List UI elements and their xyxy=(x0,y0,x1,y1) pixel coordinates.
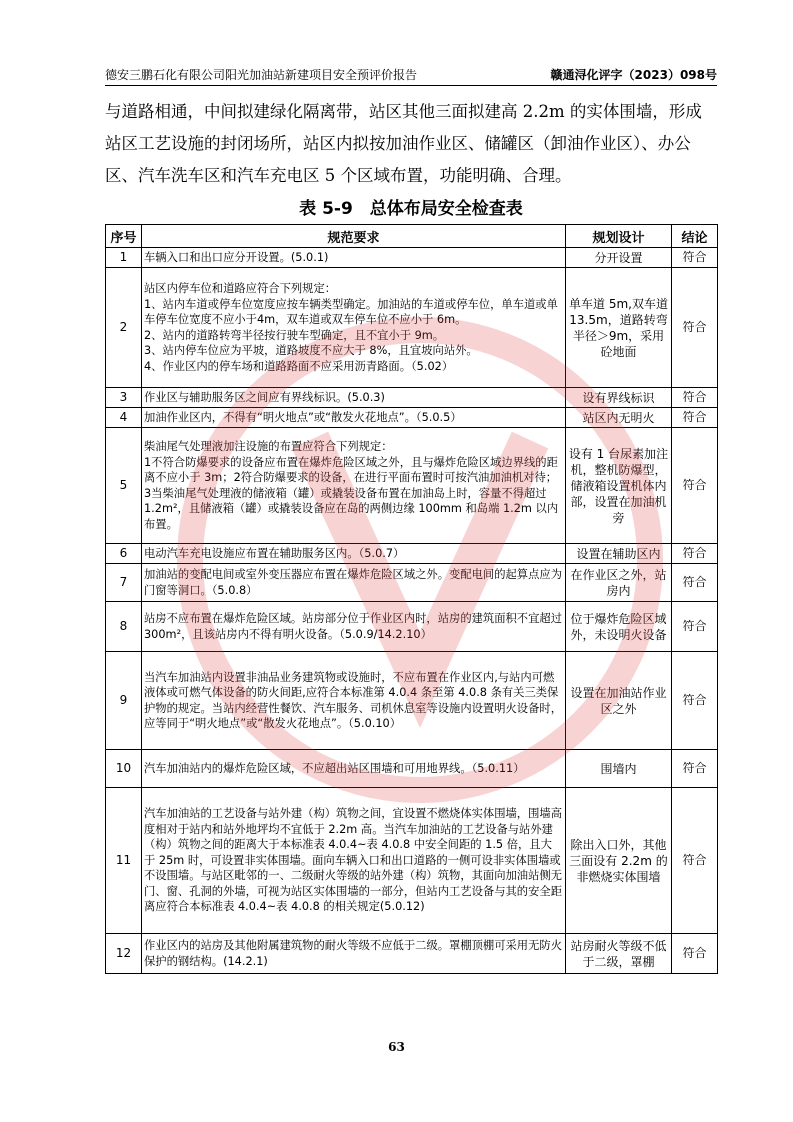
requirement-cell xyxy=(142,788,566,934)
col-header-no: 序号 xyxy=(106,225,142,248)
design-cell: 站房耐火等级不低于二级，罩棚 xyxy=(566,934,672,974)
requirement-cell xyxy=(142,564,566,602)
col-header-requirement: 规范要求 xyxy=(142,225,566,248)
row-number: 6 xyxy=(106,544,142,564)
requirement-line: 作业区内的站房及其他附属建筑物的耐火等级不应低于二级。罩棚顶棚可采用无防火保护的钢结构。(14.2.1) xyxy=(144,939,562,968)
header-left-title: 德安三鹏石化有限公司阳光加油站新建项目安全预评价报告 xyxy=(105,68,418,82)
requirement-line: 当汽车加油站内设置非油品业务建筑物或设施时，不应布置在作业区内,与站内可燃液体或可燃气体设备的防火间距,应符合本标准第 4.0.4 条至第 4.0.8 条有关三类保护物的规定。当站内经营性餐饮、汽车服务、司机休息室等设施内设置明火设备时，应等同于“明火地点”或“散发火花地点”。（5.0.10） xyxy=(144,670,562,730)
requirement-line: 4、作业区内的停车场和道路路面不应采用沥青路面。（5.02） xyxy=(144,359,454,373)
table-row xyxy=(106,934,718,974)
table-row xyxy=(106,788,718,934)
requirement-cell xyxy=(142,750,566,788)
result-cell: 符合 xyxy=(672,564,718,602)
requirement-line: 3、站内停车位应为平坡，道路坡度不应大于 8%，且宜坡向站外。 xyxy=(144,344,478,357)
requirement-cell xyxy=(142,428,566,544)
row-number: 1 xyxy=(106,248,142,268)
requirement-line: 柴油尾气处理液加注设施的布置应符合下列规定： xyxy=(144,440,393,453)
requirement-line: 2、站内的道路转弯半径按行驶车型确定，且不宜小于 9m。 xyxy=(144,328,445,342)
table-row xyxy=(106,248,718,268)
requirement-line: 站区内停车位和道路应符合下列规定： xyxy=(144,282,337,295)
table-row xyxy=(106,652,718,750)
requirement-cell xyxy=(142,248,566,268)
result-cell: 符合 xyxy=(672,602,718,652)
requirement-line: 作业区与辅助服务区之间应有界线标识。(5.0.3) xyxy=(144,390,385,404)
requirement-cell xyxy=(142,268,566,388)
table-header-row xyxy=(106,225,718,248)
requirement-line: 汽车加油站内的爆炸危险区域，不应超出站区围墙和可用地界线。（5.0.11） xyxy=(144,761,525,775)
requirement-cell xyxy=(142,388,566,408)
table-row xyxy=(106,428,718,544)
requirement-line: 1不符合防爆要求的设备应布置在爆炸危险区域之外，且与爆炸危险区域边界线的距离不应小于 3m；2符合防爆要求的设备，在进行平面布置时可按汽油加油机对待；3当柴油尾气处理液的储液箱（罐）或撬装设备布置在加油岛上时，容量不得超过 1.2m²，且储液箱（罐）或撬装设备应在岛的两侧边缘 100mm 和岛端 1.2m 以内布置。 xyxy=(144,455,559,531)
requirement-cell xyxy=(142,408,566,428)
design-cell: 设有界线标识 xyxy=(566,388,672,408)
result-cell: 符合 xyxy=(672,248,718,268)
requirement-cell xyxy=(142,544,566,564)
design-cell: 设有 1 台尿素加注机，整机防爆型，储液箱设置机体内部，设置在加油机旁 xyxy=(566,428,672,544)
design-cell: 在作业区之外，站房内 xyxy=(566,564,672,602)
table-row xyxy=(106,268,718,388)
row-number: 10 xyxy=(106,750,142,788)
result-cell: 符合 xyxy=(672,934,718,974)
row-number: 12 xyxy=(106,934,142,974)
result-cell: 符合 xyxy=(672,268,718,388)
design-cell: 位于爆炸危险区域外，未设明火设备 xyxy=(566,602,672,652)
row-number: 7 xyxy=(106,564,142,602)
design-cell: 单车道 5m,双车道 13.5m，道路转弯半径＞9m，采用砼地面 xyxy=(566,268,672,388)
design-cell: 分开设置 xyxy=(566,248,672,268)
page-header xyxy=(105,66,717,86)
design-cell: 围墙内 xyxy=(566,750,672,788)
design-cell: 设置在加油站作业区之外 xyxy=(566,652,672,750)
requirement-line: 1、站内车道或停车位宽度应按车辆类型确定。加油站的车道或停车位，单车道或单车停车位宽度不应小于4m，双车道或双车停车位不应小于 6m。 xyxy=(144,297,558,326)
table-row xyxy=(106,544,718,564)
result-cell: 符合 xyxy=(672,388,718,408)
result-cell: 符合 xyxy=(672,652,718,750)
requirement-line: 加油作业区内，不得有“明火地点”或“散发火花地点”。（5.0.5） xyxy=(144,410,462,424)
result-cell: 符合 xyxy=(672,408,718,428)
result-cell: 符合 xyxy=(672,750,718,788)
row-number: 4 xyxy=(106,408,142,428)
result-cell: 符合 xyxy=(672,544,718,564)
row-number: 9 xyxy=(106,652,142,750)
design-cell: 除出入口外，其他三面设有 2.2m 的非燃烧实体围墙 xyxy=(566,788,672,934)
table-row xyxy=(106,408,718,428)
design-cell: 设置在辅助区内 xyxy=(566,544,672,564)
result-cell: 符合 xyxy=(672,788,718,934)
row-number: 11 xyxy=(106,788,142,934)
result-cell: 符合 xyxy=(672,428,718,544)
requirement-cell xyxy=(142,652,566,750)
row-number: 5 xyxy=(106,428,142,544)
intro-paragraph: 与道路相通，中间拟建绿化隔离带，站区其他三面拟建高 2.2m 的实体围墙，形成站区工艺设施的封闭场所，站区内拟按加油作业区、储罐区（卸油作业区）、办公区、汽车洗车区和汽车充电区 5 个区域布置，功能明确、合理。 xyxy=(105,102,702,185)
layout-safety-checklist-table xyxy=(105,224,718,974)
col-header-result: 结论 xyxy=(672,225,718,248)
table-title: 表 5-9 总体布局安全检查表 xyxy=(299,199,523,219)
requirement-line: 车辆入口和出口应分开设置。(5.0.1) xyxy=(144,250,329,264)
table-row xyxy=(106,564,718,602)
col-header-design: 规划设计 xyxy=(566,225,672,248)
design-cell: 站区内无明火 xyxy=(566,408,672,428)
row-number: 2 xyxy=(106,268,142,388)
page-number: 63 xyxy=(388,1040,405,1054)
table-row xyxy=(106,750,718,788)
table-row xyxy=(106,388,718,408)
requirement-line: 站房不应布置在爆炸危险区域。站房部分位于作业区内时，站房的建筑面积不宜超过 300m²，且该站房内不得有明火设备。（5.0.9/14.2.10） xyxy=(144,612,562,641)
row-number: 3 xyxy=(106,388,142,408)
requirement-line: 电动汽车充电设施应布置在辅助服务区内。（5.0.7） xyxy=(144,546,405,560)
table-row xyxy=(106,602,718,652)
header-right-code: 赣通浔化评字（2023）098号 xyxy=(550,68,717,82)
row-number: 8 xyxy=(106,602,142,652)
requirement-cell xyxy=(142,934,566,974)
requirement-line: 加油站的变配电间或室外变压器应布置在爆炸危险区域之外。变配电间的起算点应为门窗等洞口。（5.0.8） xyxy=(144,568,562,597)
requirement-line: 汽车加油站的工艺设备与站外建（构）筑物之间，宜设置不燃烧体实体围墙，围墙高度相对于站内和站外地坪均不宜低于 2.2m 高。当汽车加油站的工艺设备与站外建（构）筑物之间的距离大于本标准表 4.0.4~表 4.0.8 中安全间距的 1.5 倍，且大于 25m 时，可设置非实体围墙。面向车辆入口和出口道路的一侧可设非实体围墙或不设围墙。与站区毗邻的一、二级耐火等级的站外建（构）筑物，其面向加油站侧无门、窗、孔洞的外墙，可视为站区实体围墙的一部分，但站内工艺设备与其的安全距离应符合本标准表 4.0.4~表 4.0.8 的相关规定(5.0.12) xyxy=(144,807,562,914)
requirement-cell xyxy=(142,602,566,652)
